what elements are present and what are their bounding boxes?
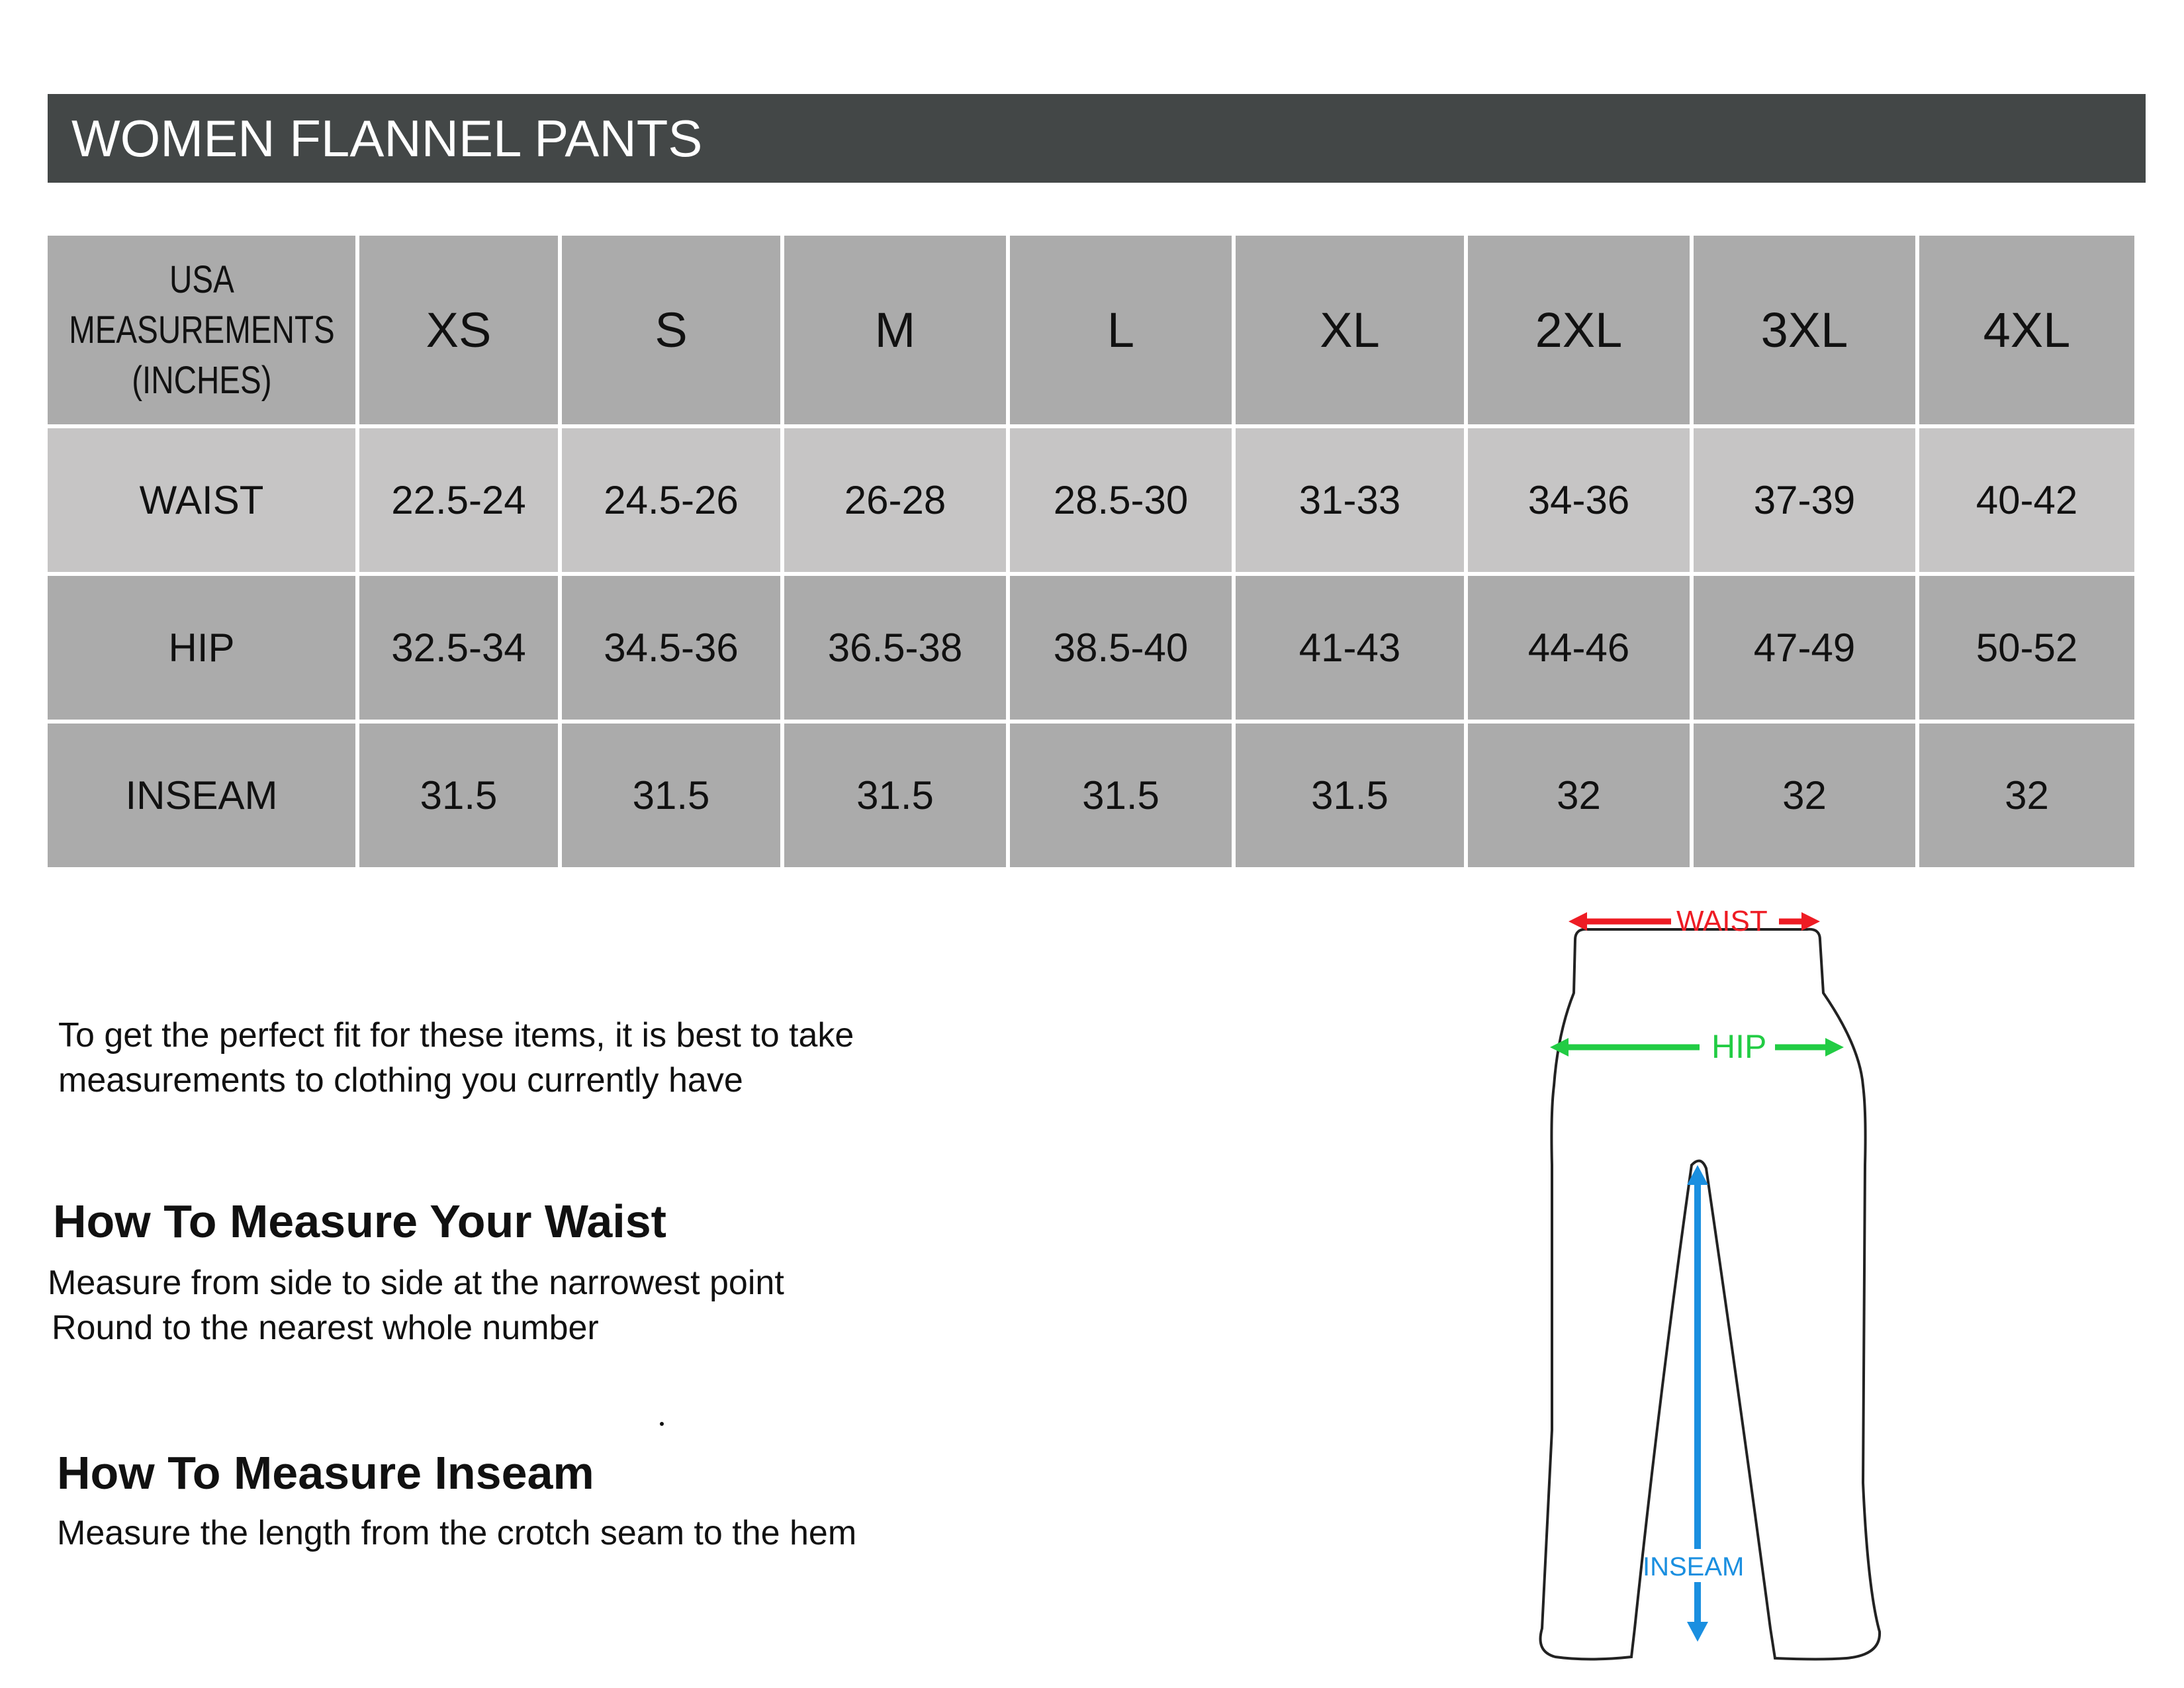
table-cell: 31.5 xyxy=(1010,724,1232,867)
row-label-inseam: INSEAM xyxy=(48,724,355,867)
waist-instruction-line: Measure from side to side at the narrowest point xyxy=(48,1264,784,1302)
hip-label: HIP xyxy=(1711,1028,1767,1065)
inseam-instructions xyxy=(57,1511,856,1556)
waist-instructions xyxy=(48,1260,784,1350)
table-cell: 38.5-40 xyxy=(1010,576,1232,720)
header-label-line: USA xyxy=(169,258,234,301)
table-cell: 24.5-26 xyxy=(562,428,780,572)
table-cell: 32.5-34 xyxy=(359,576,558,720)
inseam-instruction-line: Measure the length from the crotch seam to the hem xyxy=(57,1514,857,1552)
table-cell: 47-49 xyxy=(1694,576,1915,720)
table-cell: 22.5-24 xyxy=(359,428,558,572)
size-header-l: L xyxy=(1010,236,1232,424)
table-cell: 32 xyxy=(1694,724,1915,867)
table-cell: 28.5-30 xyxy=(1010,428,1232,572)
row-label-hip: HIP xyxy=(48,576,355,720)
size-header-s: S xyxy=(562,236,780,424)
pants-outline xyxy=(1541,929,1880,1660)
table-cell: 31.5 xyxy=(784,724,1006,867)
header-label-line: (INCHES) xyxy=(131,358,272,402)
table-cell: 32 xyxy=(1919,724,2134,867)
size-header-xl: XL xyxy=(1236,236,1464,424)
size-header-3xl: 3XL xyxy=(1694,236,1915,424)
intro-line: measurements to clothing you currently have xyxy=(58,1061,743,1100)
page-title: WOMEN FLANNEL PANTS xyxy=(48,94,2146,183)
table-cell: 44-46 xyxy=(1468,576,1690,720)
table-cell: 36.5-38 xyxy=(784,576,1006,720)
table-cell: 26-28 xyxy=(784,428,1006,572)
table-cell: 50-52 xyxy=(1919,576,2134,720)
table-cell: 31.5 xyxy=(359,724,558,867)
table-cell: 34-36 xyxy=(1468,428,1690,572)
size-header-xs: XS xyxy=(359,236,558,424)
table-cell: 34.5-36 xyxy=(562,576,780,720)
row-label-waist: WAIST xyxy=(48,428,355,572)
waist-heading: How To Measure Your Waist xyxy=(53,1196,666,1247)
size-header-2xl: 2XL xyxy=(1468,236,1690,424)
size-header-m: M xyxy=(784,236,1006,424)
header-label-line: MEASUREMENTS xyxy=(68,308,335,352)
waist-label: WAIST xyxy=(1676,905,1768,937)
table-cell: 31.5 xyxy=(1236,724,1464,867)
table-cell: 32 xyxy=(1468,724,1690,867)
table-cell: 40-42 xyxy=(1919,428,2134,572)
intro-line: To get the perfect fit for these items, it is best to take xyxy=(58,1016,854,1055)
intro-text xyxy=(58,1013,854,1103)
inseam-heading: How To Measure Inseam xyxy=(57,1447,594,1499)
pants-diagram xyxy=(1489,887,1952,1681)
table-cell: 31.5 xyxy=(562,724,780,867)
table-cell: 41-43 xyxy=(1236,576,1464,720)
header-label-cell xyxy=(48,236,355,424)
size-chart-table xyxy=(48,236,2146,867)
table-cell: 31-33 xyxy=(1236,428,1464,572)
stray-dot xyxy=(660,1422,664,1426)
table-cell: 37-39 xyxy=(1694,428,1915,572)
inseam-label: INSEAM xyxy=(1643,1552,1745,1581)
waist-instruction-line: Round to the nearest whole number xyxy=(52,1309,599,1347)
size-header-4xl: 4XL xyxy=(1919,236,2134,424)
